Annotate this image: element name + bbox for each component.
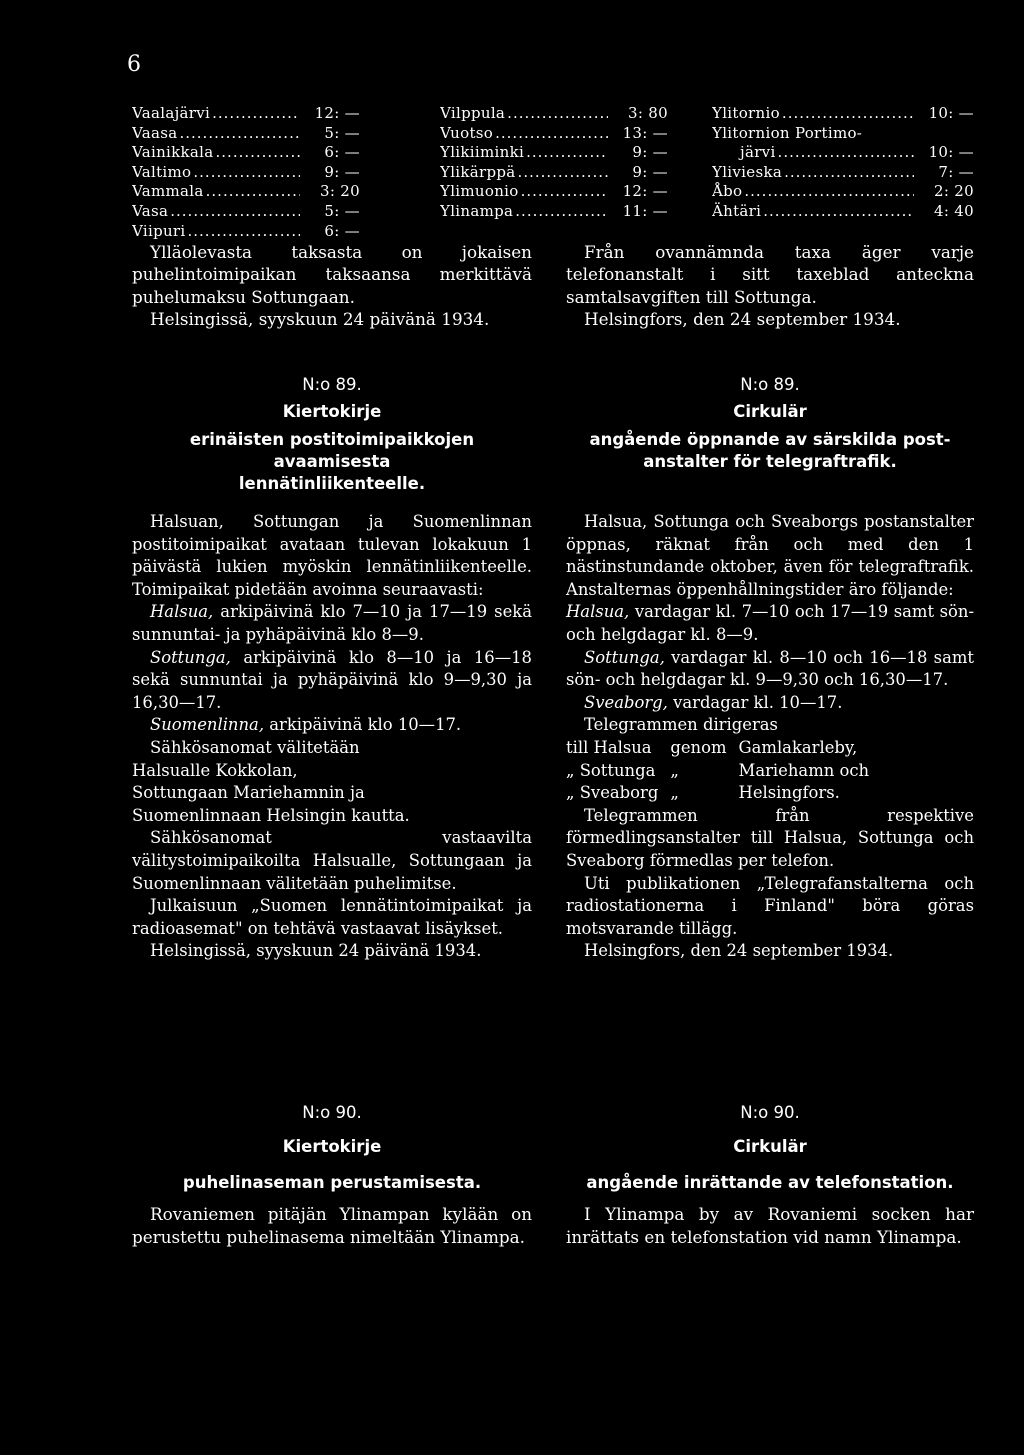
rate-row: järvi ..... 10: — — [712, 143, 974, 163]
hours-halsua: Halsua, vardagar kl. 7—10 och 17—19 samt sön- och helgdagar kl. 8—9. — [566, 602, 974, 644]
rate-row: Ylinampa ..... 11: — — [440, 202, 668, 222]
rate-row: Valtimo ..... 9: — — [132, 163, 360, 183]
route-line: Halsualle Kokkolan, — [132, 760, 298, 780]
circular-title: angående öppnande av särskilda post- — [589, 430, 951, 449]
circular-title-cont: anstalter för telegraftrafik. — [643, 452, 897, 471]
hours-sottunga: Sottunga, arkipäivinä klo 8—10 ja 16—18 sekä sunnuntai ja pyhäpäivinä klo 9—9,30 ja 16,30—17. — [132, 647, 532, 712]
rate-row: Ylitornio ..... 10: — — [712, 104, 974, 124]
sv-note-text: Från ovannämnda taxa äger varje telefonanstalt i sitt taxeblad anteckna samtalsavgiften till Sottunga. — [566, 242, 974, 307]
rate-row: Vammala ..... 3: 20 — [132, 182, 360, 202]
circular-number: N:o 90. — [740, 1103, 800, 1122]
circular-title: puhelinaseman perustamisesta. — [182, 1173, 482, 1192]
rate-table-col-2 — [440, 104, 668, 222]
fi-note — [132, 241, 532, 331]
circular-kind: Cirkulär — [733, 1137, 807, 1156]
circular-title: erinäisten postitoimipaikkojen avaamisesta — [189, 430, 475, 471]
circular-number: N:o 90. — [302, 1103, 362, 1122]
rate-row: Vuotso ..... 13: — — [440, 124, 668, 144]
rate-row: Vasa ..... 5: — — [132, 202, 360, 222]
rate-row: Vaasa ..... 5: — — [132, 124, 360, 144]
body-paragraph: Sähkösanomat vastaavilta välitystoimipaikoilta Halsualle, Sottungaan ja Suomenlinnaan välitetään puhelimitse. — [132, 828, 532, 893]
circular-title: angående inrättande av telefonstation. — [586, 1173, 954, 1192]
body-paragraph: Uti publikationen „Telegrafanstalterna och radiostationerna i Finland" böra göras motsvarande tillägg. — [566, 873, 974, 938]
circular-title-cont: lennätinliikenteelle. — [238, 474, 426, 493]
route-cell: „ — [670, 783, 679, 803]
rate-row: Ylitornion Portimo- — [712, 123, 863, 142]
sv-note-signature: Helsingfors, den 24 september 1934. — [584, 309, 901, 330]
circular-90-fi-body — [132, 1203, 532, 1248]
route-cell: genom — [670, 737, 727, 757]
fi-note-signature: Helsingissä, syyskuun 24 päivänä 1934. — [150, 309, 490, 330]
sv-note — [566, 241, 974, 331]
circular-number: N:o 89. — [302, 375, 362, 394]
route-line: Suomenlinnaan Helsingin kautta. — [132, 805, 410, 825]
route-cell: „ — [670, 760, 679, 780]
body-paragraph: Julkaisuun „Suomen lennätintoimipaikat ja radioasemat" on tehtävä vastaavat lisäykset. — [132, 896, 532, 938]
circular-90-fi-heading — [132, 1102, 532, 1194]
signature: Helsingfors, den 24 september 1934. — [584, 941, 894, 961]
rate-row: Ylimuonio ..... 12: — — [440, 182, 668, 202]
rate-table-col-3 — [712, 104, 974, 222]
circular-89-fi-body — [132, 511, 532, 963]
route-intro: Sähkösanomat välitetään — [150, 737, 360, 757]
fi-note-text: Ylläolevasta taksasta on jokaisen puhelintoimipaikan taksaansa merkittävä puhelumaksu Sottungaan. — [132, 242, 532, 307]
route-cell: „ Sottunga — [566, 760, 656, 780]
rate-row: Ylikärppä ..... 9: — — [440, 163, 668, 183]
route-cell: Helsingfors. — [738, 783, 840, 803]
rate-row: Vainikkala ..... 6: — — [132, 143, 360, 163]
rate-row: Ylikiiminki ..... 9: — — [440, 143, 668, 163]
circular-89-sv-body — [566, 511, 974, 963]
body-paragraph: Halsua, Sottunga och Sveaborgs postanstalter öppnas, räknat från och med den 1 nästinstundande oktober, även för telegraftrafik. Anstalternas öppenhållningstider äro följande: — [566, 512, 974, 599]
signature: Helsingissä, syyskuun 24 päivänä 1934. — [150, 941, 482, 961]
hours-sveaborg: Sveaborg, vardagar kl. 10—17. — [584, 692, 843, 712]
route-table — [566, 737, 974, 805]
rate-row: Ylivieska ..... 7: — — [712, 163, 974, 183]
circular-90-sv-body — [566, 1203, 974, 1248]
body-paragraph: Rovaniemen pitäjän Ylinampan kylään on perustettu puhelinasema nimeltään Ylinampa. — [132, 1204, 532, 1247]
circular-kind: Kiertokirje — [282, 1137, 382, 1156]
route-cell: „ Sveaborg — [566, 783, 659, 803]
hours-halsua: Halsua, arkipäivinä klo 7—10 ja 17—19 sekä sunnuntai- ja pyhäpäivinä klo 8—9. — [132, 602, 532, 644]
route-cell: Gamlakarleby, — [738, 737, 858, 757]
rate-row: Vilppula ..... 3: 80 — [440, 104, 668, 124]
rate-row: Ähtäri ..... 4: 40 — [712, 202, 974, 222]
body-paragraph: I Ylinampa by av Rovaniemi socken har inrättats en telefonstation vid namn Ylinampa. — [566, 1204, 974, 1247]
circular-number: N:o 89. — [740, 375, 800, 394]
circular-kind: Kiertokirje — [282, 402, 382, 421]
page-number: 6 — [127, 52, 141, 77]
route-cell: till Halsua — [566, 737, 652, 757]
circular-90-sv-heading — [566, 1102, 974, 1194]
body-paragraph: Telegrammen från respektive förmedlingsanstalter till Halsua, Sottunga och Sveaborg förmedlas per telefon. — [566, 805, 974, 870]
rate-row: Åbo ..... 2: 20 — [712, 182, 974, 202]
route-cell: Mariehamn och — [738, 760, 870, 780]
body-paragraph: Halsuan, Sottungan ja Suomenlinnan postitoimipaikat avataan tulevan lokakuun 1 päivästä lukien myöskin lennätinliikenteelle. Toimipaikat pidetään avoinna seuraavasti: — [132, 512, 532, 599]
circular-kind: Cirkulär — [733, 402, 807, 421]
circular-89-fi-heading — [132, 374, 532, 495]
hours-sottunga: Sottunga, vardagar kl. 8—10 och 16—18 samt sön- och helgdagar kl. 9—9,30 och 16,30—17. — [566, 647, 974, 690]
rate-table-col-1 — [132, 104, 360, 241]
rate-row: Viipuri ..... 6: — — [132, 222, 360, 242]
route-line: Sottungaan Mariehamnin ja — [132, 783, 365, 803]
hours-suomenlinna: Suomenlinna, arkipäivinä klo 10—17. — [150, 715, 462, 735]
rate-row: Vaalajärvi ..... 12: — — [132, 104, 360, 124]
circular-89-sv-heading — [566, 374, 974, 473]
route-intro: Telegrammen dirigeras — [584, 715, 778, 735]
